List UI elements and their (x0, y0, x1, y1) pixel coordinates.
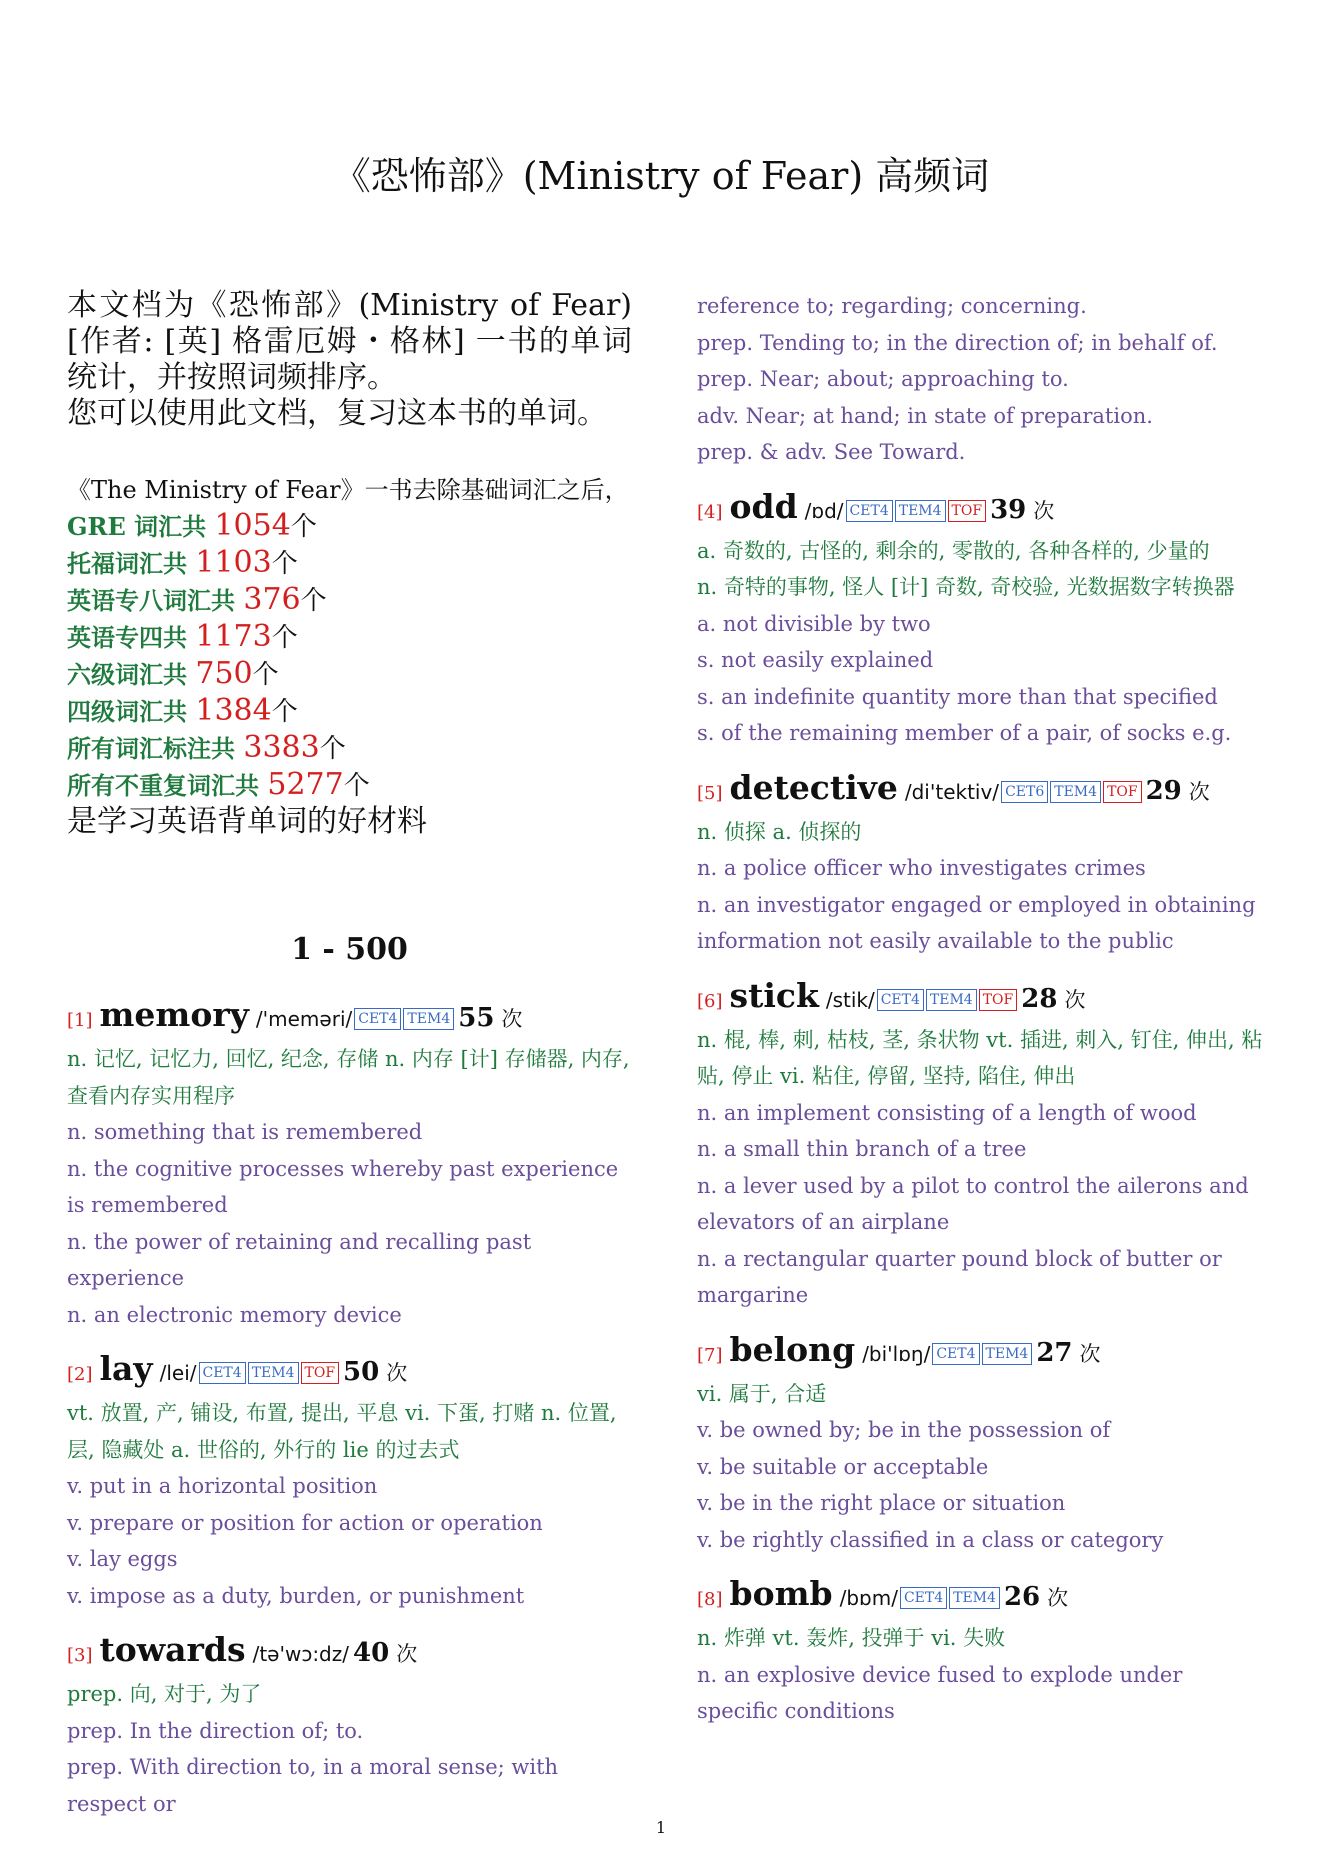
stats-tail: 是学习英语背单词的好材料 (67, 804, 427, 839)
entry-head (697, 1574, 1267, 1620)
word-entry (697, 768, 1267, 960)
exam-tag-tem4: TEM4 (982, 1343, 1033, 1365)
definition-en: prep. With direction to, in a moral sense; with respect or (67, 1755, 559, 1816)
definition-en: s. of the remaining member of a pair, of socks e.g. (697, 721, 1232, 745)
exam-tag-tem4: TEM4 (926, 989, 977, 1011)
exam-tag-tem4: TEM4 (403, 1008, 454, 1030)
stat-value: 1173 (195, 619, 272, 654)
pronunciation: /lei/ (159, 1361, 197, 1385)
definition-en: reference to; regarding; concerning. (697, 294, 1087, 318)
entry-index: [2] (67, 1364, 93, 1385)
stat-unit: 个 (271, 623, 298, 653)
pronunciation: /bɒm/ (839, 1586, 898, 1610)
definition-zh: n. 记忆, 记忆力, 回忆, 纪念, 存储 n. 内存 [计] 存储器, 内存, 查看内存实用程序 (67, 1047, 630, 1108)
stats-list (67, 508, 632, 804)
frequency-count: 26 (1003, 1582, 1041, 1612)
stat-value: 3383 (243, 730, 320, 765)
frequency-count: 27 (1036, 1337, 1073, 1368)
definition-zh: vt. 放置, 产, 铺设, 布置, 提出, 平息 vi. 下蛋, 打赌 n. 位置, 层, 隐藏处 a. 世俗的, 外行的 lie 的过去式 (67, 1401, 617, 1462)
entry-head (67, 1630, 632, 1676)
frequency-count: 28 (1021, 983, 1058, 1014)
entries-right (697, 288, 1267, 1730)
definition-en: n. an explosive device fused to explode under specific conditions (697, 1662, 1183, 1723)
count-suffix: 次 (1188, 779, 1210, 804)
exam-tag-tof: TOF (948, 500, 987, 522)
entry-head (697, 976, 1267, 1022)
stat-value: 750 (195, 656, 253, 691)
definition-en: n. an implement consisting of a length of wood (697, 1100, 1197, 1125)
frequency-count: 55 (458, 1003, 495, 1033)
count-suffix: 次 (386, 1361, 408, 1385)
pronunciation: /di'tektiv/ (904, 779, 1000, 804)
headword: memory (99, 995, 249, 1034)
definition-en: prep. Tending to; in the direction of; in behalf of. (697, 330, 1218, 355)
stat-unit: 个 (271, 697, 298, 727)
pronunciation: /tə'wɔ:dz/ (252, 1642, 349, 1666)
definition-en: n. something that is remembered (67, 1120, 423, 1144)
exam-tag-tof: TOF (979, 989, 1018, 1011)
stat-unit: 个 (300, 586, 327, 616)
definition-en: v. be rightly classified in a class or category (697, 1527, 1164, 1552)
headword: belong (729, 1329, 856, 1369)
exam-tag-tem4: TEM4 (248, 1362, 299, 1384)
entry-head (697, 1330, 1267, 1376)
stat-value: 5277 (267, 767, 344, 802)
definition-en: v. prepare or position for action or operation (67, 1510, 543, 1535)
word-entry (697, 976, 1267, 1314)
word-entry (67, 1349, 632, 1614)
pronunciation: /stik/ (825, 987, 875, 1012)
definition-en: n. a rectangular quarter pound block of butter or margarine (697, 1246, 1222, 1307)
definition-en: n. a lever used by a pilot to control the ailerons and elevators of an airplane (697, 1173, 1249, 1234)
stat-unit: 个 (271, 549, 298, 579)
word-entry (697, 1330, 1267, 1559)
vocabulary-stats (67, 472, 632, 840)
exam-tag-tof: TOF (301, 1362, 340, 1384)
stat-row (67, 730, 632, 767)
exam-tag-tof: TOF (1103, 781, 1142, 803)
frequency-count: 50 (343, 1357, 380, 1387)
entry-index: [1] (67, 1010, 93, 1031)
definition-zh: n. 炸弹 vt. 轰炸, 投弹于 vi. 失败 (697, 1626, 1006, 1650)
intro-review-line: 您可以使用此文档，复习这本书的单词。 (67, 396, 607, 431)
entry-head (697, 768, 1267, 814)
definition-en: v. be owned by; be in the possession of (697, 1418, 1111, 1442)
pronunciation: /'meməri/ (255, 1007, 353, 1031)
exam-tag-tem4: TEM4 (895, 500, 946, 522)
stat-value: 1103 (195, 545, 272, 580)
entry-index: [5] (697, 782, 723, 804)
word-entry (697, 487, 1267, 752)
left-column (67, 288, 632, 1838)
definition-en: n. the power of retaining and recalling past experience (67, 1229, 532, 1290)
right-column (697, 288, 1267, 1746)
exam-tag-cet4: CET4 (877, 989, 924, 1011)
word-entry (67, 1630, 632, 1822)
stat-label: 英语专四共 (67, 623, 196, 652)
headword: stick (729, 975, 819, 1015)
frequency-count: 29 (1145, 775, 1182, 806)
intro-paragraph: 本文档为《恐怖部》(Ministry of Fear)[作者: [英] 格雷厄姆・格林] 一书的单词统计，并按照词频排序。 (67, 288, 632, 395)
word-entry (697, 1574, 1267, 1730)
stat-label: 六级词汇共 (67, 660, 196, 689)
stat-label: GRE 词汇共 (67, 512, 215, 541)
stat-label: 四级词汇共 (67, 697, 196, 726)
definition-en: n. the cognitive processes whereby past experience is remembered (67, 1156, 619, 1217)
count-suffix: 次 (1064, 987, 1086, 1012)
definition-en: v. lay eggs (67, 1547, 178, 1571)
count-suffix: 次 (501, 1007, 523, 1031)
exam-tag-cet4: CET4 (199, 1362, 246, 1384)
exam-tag-cet4: CET4 (932, 1343, 979, 1365)
stat-label: 英语专八词汇共 (67, 586, 244, 615)
stat-unit: 个 (343, 771, 370, 801)
stat-row (67, 619, 632, 656)
word-entry (67, 995, 632, 1333)
entry-index: [4] (697, 501, 723, 523)
definition-en: n. a small thin branch of a tree (697, 1137, 1027, 1161)
definition-en: v. be suitable or acceptable (697, 1454, 989, 1479)
count-suffix: 次 (1047, 1586, 1069, 1610)
definition-zh: n. 棍, 棒, 刺, 枯枝, 茎, 条状物 vt. 插进, 刺入, 钉住, 伸出, 粘贴, 停止 vi. 粘住, 停留, 坚持, 陷住, 伸出 (697, 1027, 1263, 1088)
definition-en: n. a police officer who investigates crimes (697, 856, 1146, 880)
stats-lead: 《The Ministry of Fear》一书去除基础词汇之后， (67, 476, 629, 504)
stat-row (67, 545, 632, 582)
definition-en: prep. In the direction of; to. (67, 1718, 364, 1743)
frequency-count: 40 (353, 1638, 390, 1668)
definition-zh: n. 侦探 a. 侦探的 (697, 819, 862, 844)
entry-head (697, 487, 1267, 533)
stat-unit: 个 (252, 660, 279, 690)
stat-row (67, 767, 632, 804)
definition-en: s. not easily explained (697, 648, 934, 672)
exam-tag-cet4: CET4 (846, 500, 893, 522)
definition-en: prep. & adv. See Toward. (697, 440, 966, 464)
frequency-count: 39 (990, 494, 1027, 525)
definition-en: prep. Near; about; approaching to. (697, 367, 1069, 391)
entry-index: [3] (67, 1645, 93, 1666)
count-suffix: 次 (1079, 1341, 1101, 1366)
entries-left (67, 995, 632, 1822)
definition-zh: a. 奇数的, 古怪的, 剩余的, 零散的, 各种各样的, 少量的 (697, 538, 1210, 563)
definition-en: adv. Near; at hand; in state of preparation. (697, 403, 1153, 428)
stat-row (67, 693, 632, 730)
headword: odd (729, 486, 798, 526)
page-number: 1 (655, 1818, 667, 1837)
stat-label: 所有词汇标注共 (67, 734, 244, 763)
stat-value: 1384 (195, 693, 272, 728)
definition-en: v. be in the right place or situation (697, 1491, 1066, 1515)
exam-tag-cet4: CET4 (354, 1008, 401, 1030)
definition-zh: n. 奇特的事物, 怪人 [计] 奇数, 奇校验, 光数据数字转换器 (697, 575, 1235, 599)
definition-en: a. not divisible by two (697, 611, 931, 636)
stat-label: 托福词汇共 (67, 549, 196, 578)
headword: detective (729, 767, 898, 807)
definition-zh: vi. 属于, 合适 (697, 1381, 827, 1406)
page-title: 《恐怖部》(Ministry of Fear) 高频词 (332, 154, 990, 198)
stat-row (67, 656, 632, 693)
entry-index: [7] (697, 1344, 723, 1366)
stat-unit: 个 (319, 734, 346, 764)
exam-tag-tem4: TEM4 (949, 1587, 1000, 1609)
entry-index: [8] (697, 1589, 723, 1610)
count-suffix: 次 (396, 1642, 418, 1666)
exam-tag-tem4: TEM4 (1050, 781, 1101, 803)
definition-en: n. an electronic memory device (67, 1302, 402, 1327)
definition-en: v. impose as a duty, burden, or punishment (67, 1583, 525, 1608)
definition-zh: prep. 向, 对于, 为了 (67, 1682, 262, 1706)
exam-tag-cet4: CET4 (900, 1587, 947, 1609)
stat-value: 376 (243, 582, 301, 617)
exam-tag-cet6: CET6 (1001, 781, 1048, 803)
pronunciation: /bi'lɒŋ/ (862, 1341, 931, 1366)
word-entry (697, 288, 1267, 471)
definition-en: s. an indefinite quantity more than that specified (697, 684, 1218, 709)
stat-value: 1054 (214, 508, 291, 543)
entry-index: [6] (697, 990, 723, 1012)
stat-row (67, 508, 632, 545)
headword: lay (99, 1349, 153, 1388)
stat-label: 所有不重复词汇共 (67, 771, 268, 800)
definition-en: n. an investigator engaged or employed in obtaining information not easily available to the public (697, 892, 1256, 953)
count-suffix: 次 (1033, 498, 1055, 523)
pronunciation: /ɒd/ (804, 498, 844, 523)
headword: bomb (729, 1574, 833, 1613)
stat-unit: 个 (290, 512, 317, 542)
headword: towards (99, 1630, 246, 1669)
entry-head (67, 1349, 632, 1395)
stat-row (67, 582, 632, 619)
definition-en: v. put in a horizontal position (67, 1474, 378, 1498)
section-heading: 1 - 500 (291, 932, 408, 967)
entry-head (67, 995, 632, 1041)
